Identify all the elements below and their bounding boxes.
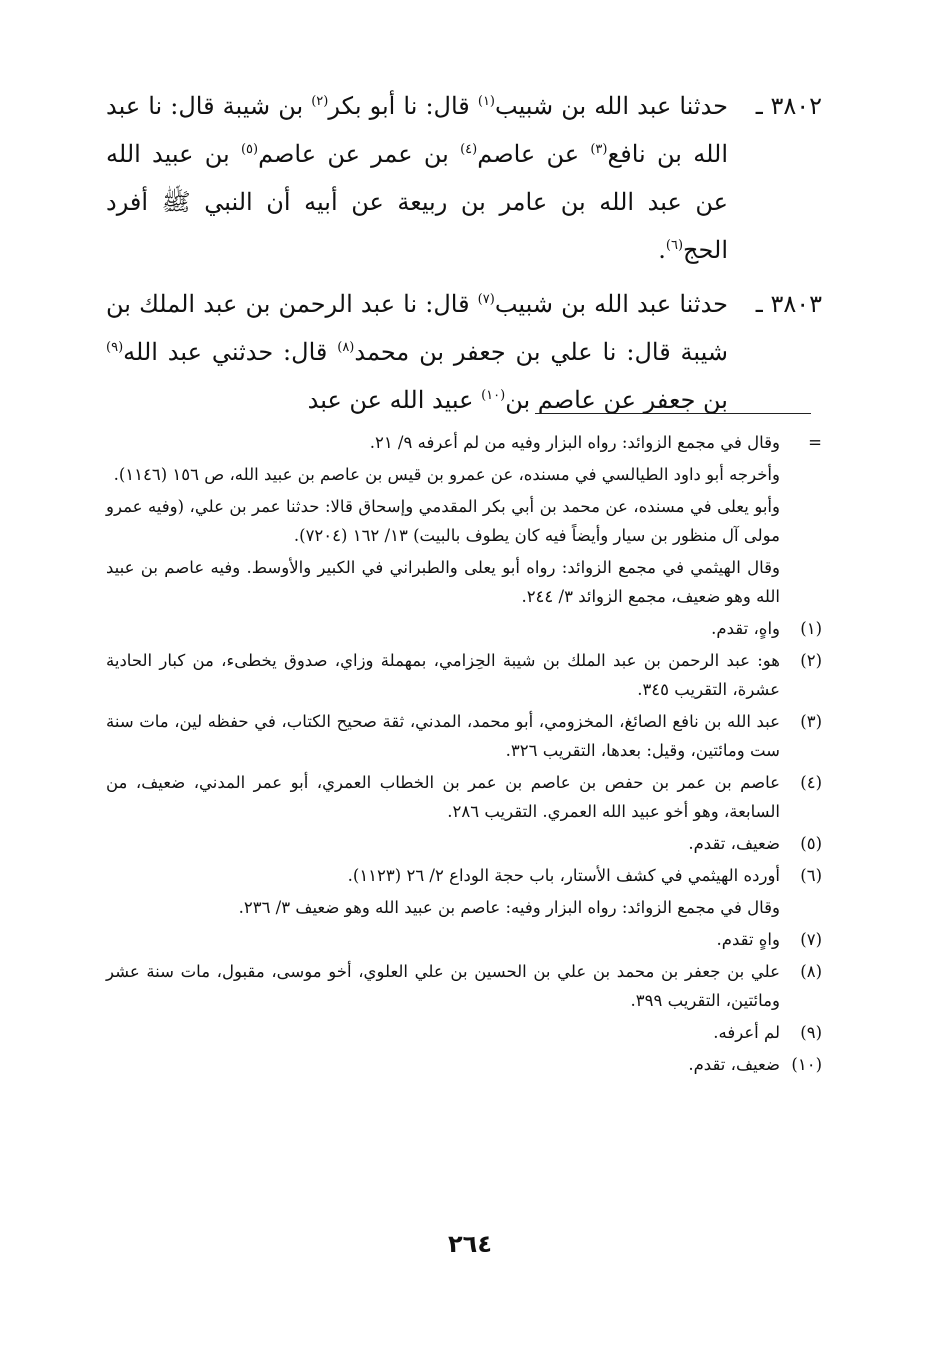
- footnote-marker: (١): [800, 619, 822, 638]
- hadith-text: قال: حدثني عبد الله: [123, 338, 338, 366]
- footnote-text: واهٍ، تقدم.: [711, 619, 780, 638]
- hadith-text: قال: نا عبد الرحمن بن عبد الملك بن شيبة قال: نا علي بن جعفر بن محمد: [106, 290, 728, 366]
- hadith-text: بن عمر عن عاصم: [258, 140, 461, 168]
- footnote-ref[interactable]: (١): [477, 94, 495, 109]
- hadith-text: بن شيبة قال: نا عبد الله بن نافع: [106, 92, 728, 168]
- footnote-ref[interactable]: (٩): [106, 340, 124, 355]
- footnotes-block: [106, 428, 822, 1082]
- footnote-text: ضعيف، تقدم.: [688, 1055, 780, 1074]
- footnote-item: [106, 893, 822, 922]
- hadith-3802: [106, 82, 822, 274]
- footnote-item: [106, 1050, 822, 1079]
- footnote-text: وأبو يعلى في مسنده، عن محمد بن أبي بكر المقدمي وإسحاق قالا: حدثنا عمر بن علي، (وفيه عمرو مولى آل منظور بن سيار وأيضاً فيه كان يطوف بالبيت) ١٣/ ١٦٢ (٧٢٠٤).: [106, 497, 780, 545]
- footnote-marker: (٨): [800, 962, 822, 981]
- footnote-marker: (٤): [800, 773, 822, 792]
- footnote-item: [106, 707, 822, 765]
- footnote-text: وأخرجه أبو داود الطيالسي في مسنده، عن عمرو بن قيس بن عاصم بن عبيد الله، ص ١٥٦ (١١٤٦).: [113, 465, 780, 484]
- hadith-body: [106, 280, 728, 424]
- hadith-text: عن عاصم: [477, 140, 591, 168]
- footnote-separator: [535, 413, 811, 414]
- footnote-item: [106, 861, 822, 890]
- footnote-ref[interactable]: (٣): [590, 142, 608, 157]
- footnote-ref[interactable]: (٥): [240, 142, 259, 157]
- footnote-ref[interactable]: (٤): [460, 142, 478, 157]
- hadith-number: ٣٨٠٣ ـ: [755, 290, 822, 318]
- footnote-item: [106, 614, 822, 643]
- footnote-text: واهٍ تقدم.: [716, 930, 780, 949]
- footnote-text: ضعيف، تقدم.: [688, 834, 780, 853]
- footnote-marker: (٩): [800, 1023, 822, 1042]
- footnote-marker: (٧): [800, 930, 822, 949]
- footnote-item: [106, 492, 822, 550]
- footnote-ref[interactable]: (٦): [665, 238, 684, 253]
- footnote-ref[interactable]: (٧): [477, 292, 495, 307]
- footnote-text: عبد الله بن نافع الصائغ، المخزومي، أبو محمد، المدني، ثقة صحيح الكتاب، في حفظه لين، مات سنة ست ومائتين، وقيل: بعدها، التقريب ٣٢٦.: [106, 712, 780, 760]
- footnote-marker: (٢): [800, 651, 822, 670]
- footnote-ref[interactable]: (٢): [311, 94, 329, 109]
- hadith-text: حدثنا عبد الله بن شبيب: [494, 290, 729, 318]
- footnote-item: [106, 925, 822, 954]
- hadith-text: بن جعفر عن عاصم بن: [505, 386, 728, 414]
- hadith-3803: [106, 280, 822, 424]
- footnote-text: وقال في مجمع الزوائد: رواه البزار وفيه من لم أعرفه ٩/ ٢١.: [369, 433, 780, 452]
- hadith-text-block: [106, 82, 822, 430]
- hadith-number: ٣٨٠٢ ـ: [755, 92, 822, 120]
- hadith-text: بن عبيد الله عن عبد الله بن عامر بن ربيعة عن أبيه أن النبي ﷺ أفرد الحج: [106, 140, 728, 264]
- footnote-ref[interactable]: (١٠): [481, 388, 506, 403]
- hadith-text: عبيد الله عن عبد: [307, 386, 482, 414]
- footnote-marker: (٥): [800, 834, 822, 853]
- footnote-item: [106, 1018, 822, 1047]
- footnote-marker: (٦): [800, 866, 822, 885]
- footnote-marker: (٣): [800, 712, 822, 731]
- hadith-text: حدثنا عبد الله بن شبيب: [495, 92, 729, 120]
- footnote-marker: =: [808, 433, 822, 452]
- footnote-item: [106, 768, 822, 826]
- footnote-ref[interactable]: (٨): [337, 340, 355, 355]
- footnote-item: [106, 553, 822, 611]
- footnote-text: أورده الهيثمي في كشف الأستار، باب حجة الوداع ٢/ ٢٦ (١١٢٣).: [347, 866, 780, 885]
- footnote-item: [106, 957, 822, 1015]
- footnote-text: هو: عبد الرحمن بن عبد الملك بن شيبة الحِزامي، بمهملة وزاي، صدوق يخطىء، من كبار الحادية عشرة، التقريب ٣٤٥.: [106, 651, 780, 699]
- hadith-text: قال: نا أبو بكر: [328, 92, 478, 120]
- footnote-text: وقال في مجمع الزوائد: رواه البزار وفيه: عاصم بن عبيد الله وهو ضعيف ٣/ ٢٣٦.: [238, 898, 780, 917]
- footnote-text: عاصم بن عمر بن حفص بن عاصم بن عمر بن الخطاب العمري، أبو عمر المدني، ضعيف، من السابعة، وهو أخو عبيد الله العمري. التقريب ٢٨٦.: [106, 773, 780, 821]
- page-number: ٢٦٤: [448, 1230, 492, 1258]
- footnote-item: [106, 460, 822, 489]
- footnote-item: [106, 646, 822, 704]
- footnote-item: [106, 829, 822, 858]
- footnote-marker: (١٠): [791, 1055, 822, 1074]
- footnote-text: لم أعرفه.: [713, 1023, 780, 1042]
- hadith-text: .: [658, 236, 666, 264]
- footnote-text: علي بن جعفر بن محمد بن علي بن الحسين بن علي العلوي، أخو موسى، مقبول، مات سنة عشر ومائتين، التقريب ٣٩٩.: [106, 962, 780, 1010]
- footnote-text: وقال الهيثمي في مجمع الزوائد: رواه أبو يعلى والطبراني في الكبير والأوسط. وفيه عاصم بن عبيد الله وهو ضعيف، مجمع الزوائد ٣/ ٢٤٤.: [106, 558, 780, 606]
- hadith-body: [106, 82, 728, 274]
- footnote-item: [106, 428, 822, 457]
